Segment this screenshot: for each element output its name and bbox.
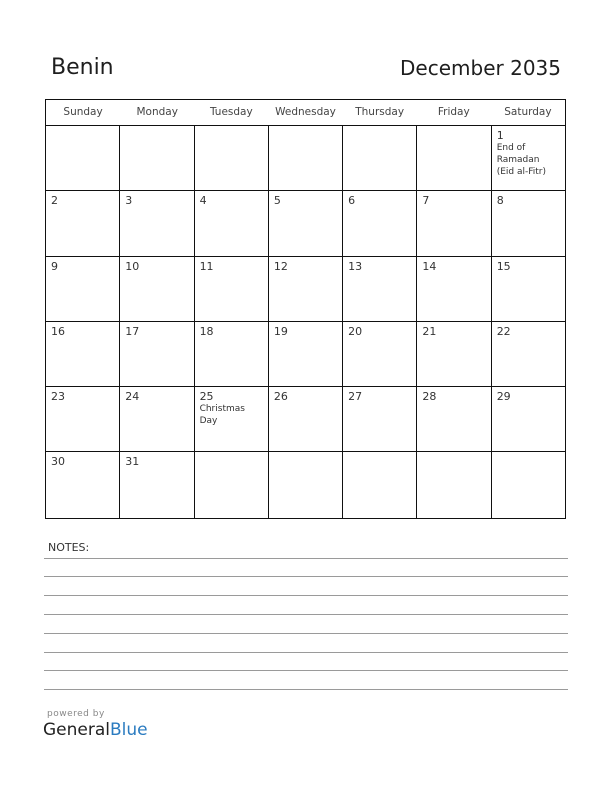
day-cell: [269, 322, 343, 386]
day-number: 29: [496, 390, 511, 404]
day-cell: [269, 257, 343, 321]
day-number: 11: [199, 259, 214, 273]
notes-line: [44, 670, 568, 671]
day-cell: [269, 387, 343, 451]
notes-line: [44, 595, 568, 596]
day-cell: [269, 126, 343, 190]
notes-line: [44, 576, 568, 577]
generalblue-logo: [43, 720, 148, 740]
day-number: 27: [348, 390, 363, 404]
day-number: 4: [199, 194, 207, 208]
day-cell: [417, 126, 491, 190]
day-cell: [343, 257, 417, 321]
day-number: 16: [51, 324, 65, 338]
day-cell: [195, 126, 269, 190]
day-cell: [343, 126, 417, 190]
day-cell: [343, 452, 417, 517]
day-cell: [120, 257, 194, 321]
calendar-grid: [45, 99, 566, 519]
weekday-thursday: Thursday: [355, 106, 405, 118]
day-cell: [417, 191, 491, 255]
week-row: [46, 452, 565, 517]
day-number: 18: [199, 324, 214, 338]
notes-line: [44, 633, 568, 634]
day-cell: [269, 452, 343, 517]
day-cell: [417, 322, 491, 386]
day-cell: [343, 387, 417, 451]
day-number: 24: [125, 390, 140, 404]
day-cell: [120, 387, 194, 451]
day-number: 26: [273, 390, 288, 404]
day-number: 7: [422, 194, 430, 208]
day-cell: [343, 191, 417, 255]
day-number: 30: [51, 455, 65, 469]
day-cell: [195, 322, 269, 386]
day-cell: [343, 322, 417, 386]
weekday-tuesday: Tuesday: [209, 106, 253, 118]
day-cell: [120, 126, 194, 190]
weekday-monday: Monday: [136, 106, 178, 118]
day-cell: [492, 126, 565, 190]
week-row: [46, 191, 565, 256]
day-cell: [417, 452, 491, 517]
day-number: 23: [51, 390, 65, 404]
notes-line: [44, 614, 568, 615]
day-cell: [46, 452, 120, 517]
brand-general: General: [43, 720, 110, 740]
day-number: 9: [51, 259, 58, 273]
holiday-label: Christmas Day: [199, 404, 245, 427]
month-year-title: December 2035: [400, 56, 561, 80]
day-cell: [417, 257, 491, 321]
day-cell: [46, 191, 120, 255]
day-number: 8: [496, 194, 504, 208]
notes-line: [44, 652, 568, 653]
day-number: 5: [273, 194, 281, 208]
day-cell: [492, 452, 565, 517]
day-cell: [120, 322, 194, 386]
weekday-sunday: Sunday: [63, 106, 103, 118]
day-number: 31: [125, 455, 140, 469]
day-cell: [195, 387, 269, 451]
weekday-header-row: [46, 100, 565, 126]
day-cell: [417, 387, 491, 451]
brand-blue: Blue: [110, 720, 148, 740]
day-number: 14: [422, 259, 437, 273]
day-cell: [492, 322, 565, 386]
notes-line: [44, 689, 568, 690]
country-title: Benin: [51, 55, 114, 80]
day-cell: [492, 257, 565, 321]
day-cell: [195, 452, 269, 517]
holiday-label: End of Ramadan (Eid al-Fitr): [496, 143, 546, 177]
day-number: 6: [348, 194, 356, 208]
powered-by-text: powered by: [47, 709, 105, 719]
day-number: 19: [273, 324, 288, 338]
day-cell: [46, 387, 120, 451]
day-cell: [120, 191, 194, 255]
day-cell: [492, 387, 565, 451]
week-row: [46, 126, 565, 191]
day-number: 1: [496, 129, 504, 142]
day-number: 20: [348, 324, 363, 338]
day-number: 13: [348, 259, 363, 273]
day-number: 2: [51, 194, 58, 208]
day-cell: [195, 257, 269, 321]
day-number: 25: [199, 390, 214, 404]
weekday-saturday: Saturday: [504, 106, 552, 118]
day-number: 28: [422, 390, 437, 404]
day-number: 17: [125, 324, 140, 338]
day-number: 21: [422, 324, 437, 338]
day-cell: [120, 452, 194, 517]
week-row: [46, 387, 565, 452]
day-number: 3: [125, 194, 133, 208]
day-cell: [46, 257, 120, 321]
day-number: 22: [496, 324, 511, 338]
weekday-friday: Friday: [437, 106, 470, 118]
notes-label: NOTES:: [48, 541, 90, 554]
day-cell: [269, 191, 343, 255]
week-row: [46, 257, 565, 322]
notes-line: [44, 558, 568, 559]
day-number: 10: [125, 259, 140, 273]
day-cell: [46, 322, 120, 386]
day-cell: [46, 126, 120, 190]
day-cell: [195, 191, 269, 255]
week-row: [46, 322, 565, 387]
weekday-wednesday: Wednesday: [275, 106, 336, 118]
day-cell: [492, 191, 565, 255]
day-number: 15: [496, 259, 511, 273]
day-number: 12: [273, 259, 288, 273]
